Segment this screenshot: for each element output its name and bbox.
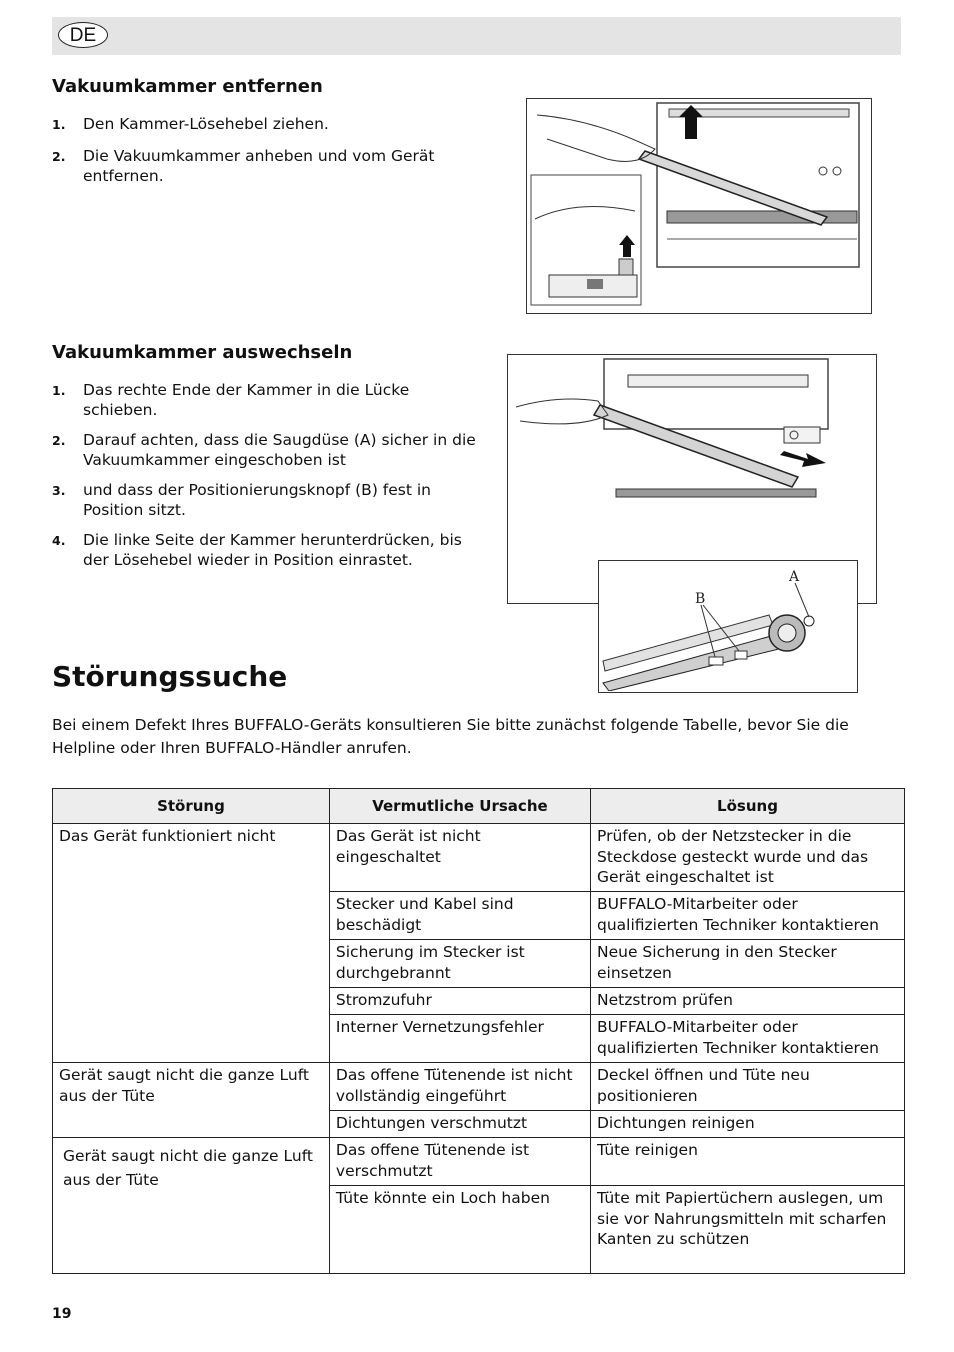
cause-cell: Das Gerät ist nicht eingeschaltet bbox=[329, 824, 590, 892]
cause-cell: Tüte könnte ein Loch haben bbox=[329, 1186, 590, 1274]
cause-cell: Interner Vernetzungsfehler bbox=[329, 1015, 590, 1063]
nozzle-detail-drawing bbox=[599, 561, 856, 691]
replace-step-1: 1. Das rechte Ende der Kammer in die Lücke schieben. bbox=[52, 381, 410, 419]
remove-step-1: 1. Den Kammer-Lösehebel ziehen. bbox=[52, 115, 329, 133]
language-header-bar bbox=[52, 17, 901, 55]
label-b: B bbox=[695, 591, 706, 607]
solution-cell: Tüte reinigen bbox=[591, 1138, 905, 1186]
cause-cell: Stromzufuhr bbox=[329, 988, 590, 1015]
remove-steps bbox=[52, 114, 472, 186]
cause-cell: Das offene Tütenende ist nicht vollständig eingeführt bbox=[329, 1063, 590, 1111]
label-a: A bbox=[789, 569, 800, 585]
solution-cell: Neue Sicherung in den Stecker einsetzen bbox=[591, 940, 905, 988]
column-header-solution: Lösung bbox=[591, 789, 905, 824]
replace-heading: Vakuumkammer auswechseln bbox=[52, 342, 353, 363]
solution-cell: BUFFALO-Mitarbeiter oder qualifizierten Techniker kontaktieren bbox=[591, 892, 905, 940]
replace-step-3: 3. und dass der Positionierungsknopf (B) fest in Position sitzt. bbox=[52, 481, 431, 519]
solution-cell: Netzstrom prüfen bbox=[591, 988, 905, 1015]
table-header-row bbox=[53, 789, 905, 824]
solution-cell: Dichtungen reinigen bbox=[591, 1111, 905, 1138]
fault-cell: Gerät saugt nicht die ganze Luft aus der Tüte bbox=[53, 1138, 330, 1274]
remove-heading: Vakuumkammer entfernen bbox=[52, 76, 323, 97]
column-header-cause: Vermutliche Ursache bbox=[329, 789, 590, 824]
remove-chamber-drawing bbox=[527, 99, 870, 312]
language-badge: DE bbox=[58, 22, 108, 48]
troubleshooting-table bbox=[52, 788, 905, 1274]
remove-step-2: 2. Die Vakuumkammer anheben und vom Gerät entfernen. bbox=[52, 147, 435, 185]
solution-cell: BUFFALO-Mitarbeiter oder qualifizierten Techniker kontaktieren bbox=[591, 1015, 905, 1063]
solution-cell: Prüfen, ob der Netzstecker in die Steckdose gesteckt wurde und das Gerät eingeschaltet ist bbox=[591, 824, 905, 892]
troubleshooting-intro: Bei einem Defekt Ihres BUFFALO-Geräts konsultieren Sie bitte zunächst folgende Tabelle, bevor Sie die Helpline oder Ihren BUFFALO-Händler anrufen. bbox=[52, 716, 849, 757]
replace-step-2: 2. Darauf achten, dass die Saugdüse (A) sicher in die Vakuumkammer eingeschoben ist bbox=[52, 431, 476, 469]
solution-cell: Deckel öffnen und Tüte neu positionieren bbox=[591, 1063, 905, 1111]
fault-cell: Das Gerät funktioniert nicht bbox=[53, 824, 330, 1063]
cause-cell: Stecker und Kabel sind beschädigt bbox=[329, 892, 590, 940]
fault-cell: Gerät saugt nicht die ganze Luft aus der Tüte bbox=[53, 1063, 330, 1138]
remove-chamber-illustration bbox=[526, 98, 872, 314]
table-row bbox=[53, 1063, 905, 1111]
troubleshooting-title: Störungssuche bbox=[52, 660, 288, 693]
cause-cell: Dichtungen verschmutzt bbox=[329, 1111, 590, 1138]
nozzle-detail-illustration bbox=[598, 560, 858, 693]
column-header-fault: Störung bbox=[53, 789, 330, 824]
replace-step-4: 4. Die linke Seite der Kammer herunterdrücken, bis der Lösehebel wieder in Position einrastet. bbox=[52, 531, 462, 569]
table-row bbox=[53, 824, 905, 892]
replace-steps bbox=[52, 380, 482, 570]
page-number: 19 bbox=[52, 1306, 72, 1322]
cause-cell: Sicherung im Stecker ist durchgebrannt bbox=[329, 940, 590, 988]
table-row bbox=[53, 1138, 905, 1186]
solution-cell: Tüte mit Papiertüchern auslegen, um sie vor Nahrungsmitteln mit scharfen Kanten zu schützen bbox=[591, 1186, 905, 1274]
cause-cell: Das offene Tütenende ist verschmutzt bbox=[329, 1138, 590, 1186]
